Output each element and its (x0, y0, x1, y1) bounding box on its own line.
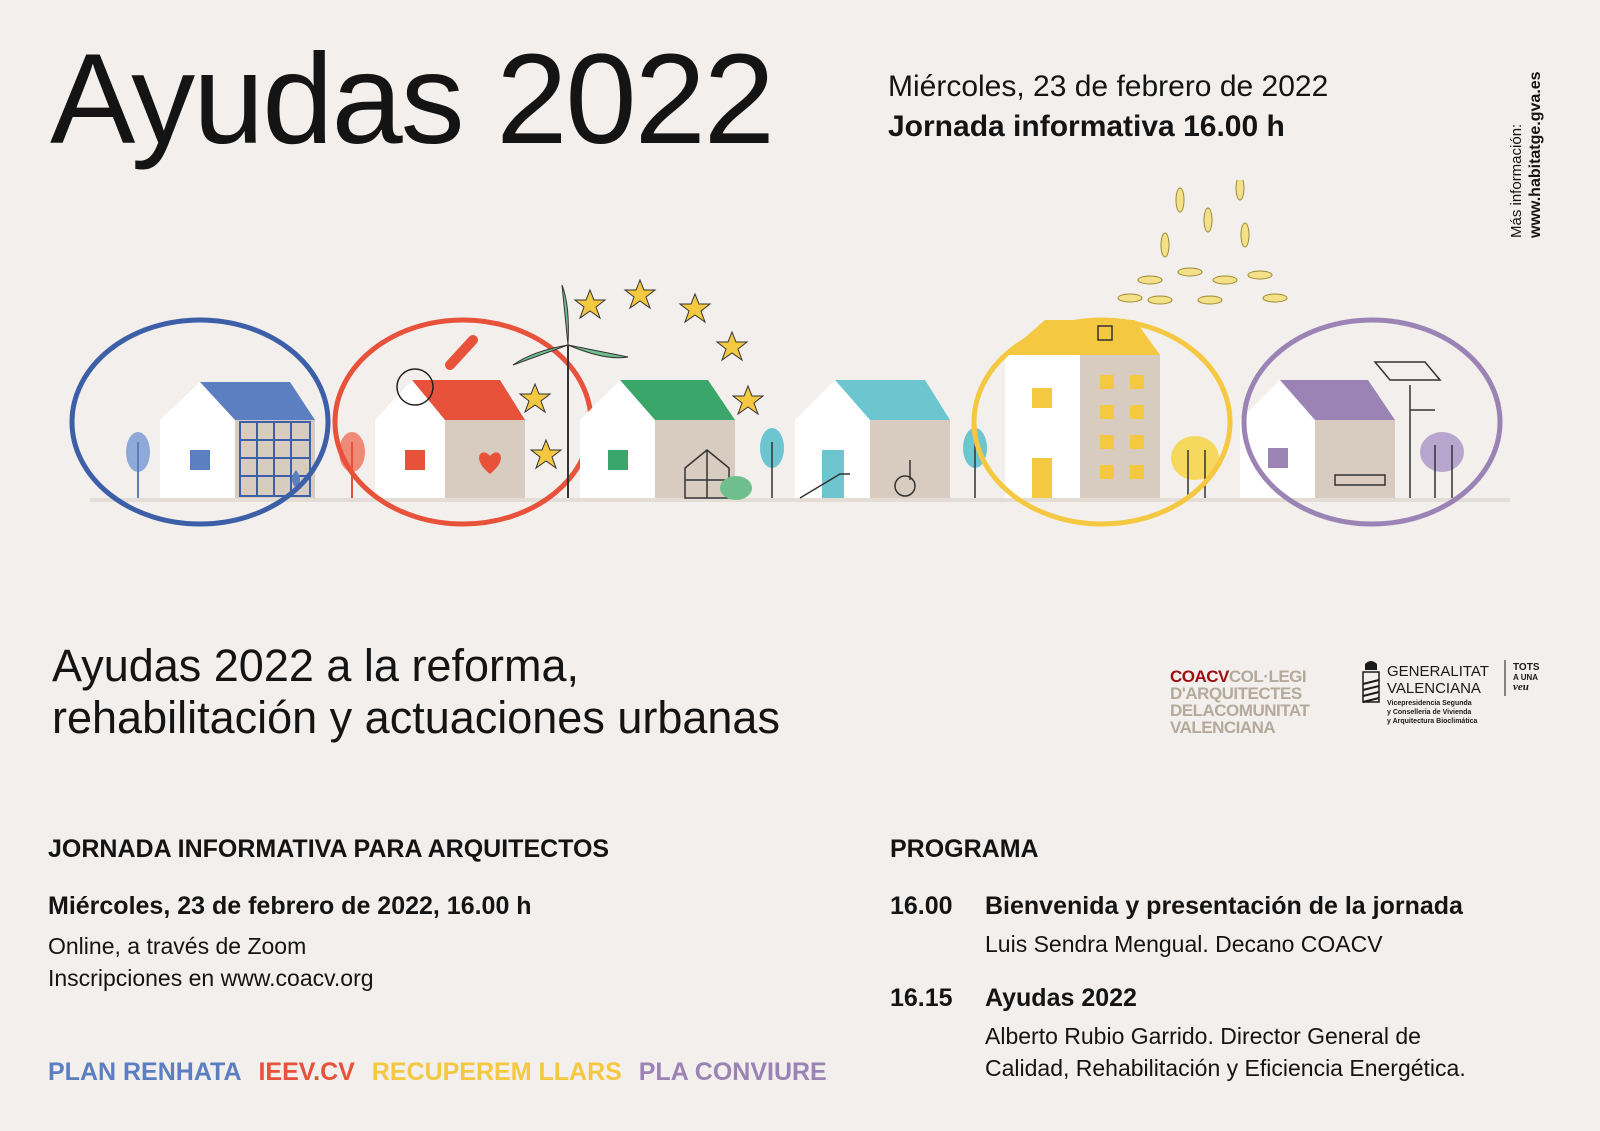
coacv-line-2: D'ARQUITECTES (1170, 684, 1302, 703)
program-time-1: 16.00 (890, 892, 953, 920)
header-date: Miércoles, 23 de febrero de 2022 (888, 70, 1329, 103)
subtitle (52, 640, 780, 744)
house-green (580, 380, 752, 500)
program-title-1: Bienvenida y presentación de la jornada (985, 892, 1463, 920)
coacv-line-1: COL·LEGI (1228, 667, 1307, 686)
event-heading: JORNADA INFORMATIVA PARA ARQUITECTOS (48, 835, 610, 863)
tots-line-1: TOTS (1513, 662, 1540, 673)
plans-list (48, 1058, 837, 1087)
event-date: Miércoles, 23 de febrero de 2022, 16.00 h (48, 892, 532, 920)
house-red (339, 340, 525, 498)
gva-logo (1355, 656, 1555, 736)
houses-illustration (60, 180, 1540, 550)
plan-renhata: PLAN RENHATA (48, 1058, 242, 1086)
program-title-2: Ayudas 2022 (985, 984, 1137, 1012)
gva-line-2: VALENCIANA (1387, 680, 1481, 697)
tots-line-2: A UNA (1513, 673, 1539, 682)
gva-shield-icon (1363, 661, 1379, 702)
plan-ieev: IEEV.CV (258, 1058, 355, 1086)
coacv-logo (1170, 668, 1309, 736)
tots-line-3: veu (1513, 681, 1529, 693)
house-purple (1240, 362, 1464, 498)
coacv-line-4: VALENCIANA (1170, 718, 1276, 737)
plan-conviure: PLA CONVIURE (638, 1058, 827, 1086)
gva-sub-2: y Conselleria de Vivienda (1387, 709, 1472, 716)
program-desc-1: Luis Sendra Mengual. Decano COACV (985, 931, 1383, 957)
poster-title: Ayudas 2022 (50, 28, 773, 171)
subtitle-line-1: Ayudas 2022 a la reforma, (52, 640, 579, 691)
event-registration: Inscripciones en www.coacv.org (48, 965, 374, 991)
coacv-line-3: DELACOMUNITAT (1170, 701, 1310, 720)
house-teal (795, 380, 950, 498)
program-time-2: 16.15 (890, 984, 953, 1012)
header-jornada: Jornada informativa 16.00 h (888, 110, 1285, 143)
programa-heading: PROGRAMA (890, 835, 1039, 863)
program-desc-2b: Calidad, Rehabilitación y Eficiencia Energética. (985, 1055, 1466, 1081)
more-info-label: Más información: (1508, 123, 1525, 238)
plan-recuperem: RECUPEREM LLARS (371, 1058, 622, 1086)
coacv-mark: COACV (1170, 667, 1229, 686)
program-desc-2a: Alberto Rubio Garrido. Director General de (985, 1023, 1421, 1049)
leaves (1118, 180, 1287, 304)
subtitle-line-2: rehabilitación y actuaciones urbanas (52, 692, 780, 743)
house-blue (126, 382, 315, 498)
event-online: Online, a través de Zoom (48, 933, 307, 959)
gva-line-1: GENERALITAT (1387, 663, 1489, 680)
gva-sub-3: y Arquitectura Bioclimática (1387, 718, 1478, 725)
gva-sub-1: Vicepresidencia Segunda (1387, 700, 1472, 707)
more-info-url[interactable]: www.habitatge.gva.es (1527, 71, 1544, 238)
